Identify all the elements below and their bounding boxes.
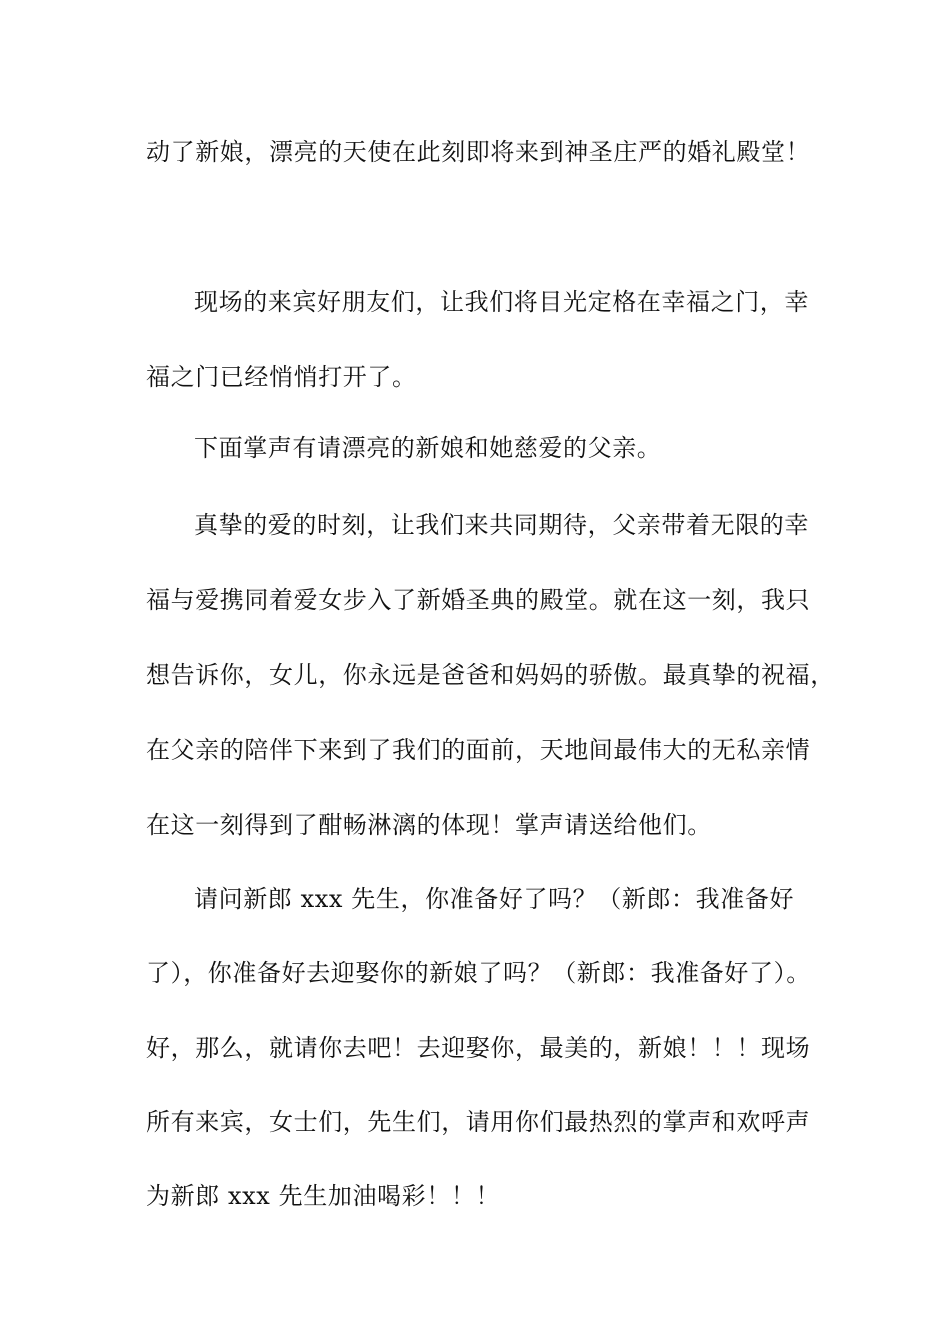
paragraph-line: 好，那么，就请你去吧！去迎娶你，最美的，新娘！！！现场 xyxy=(146,1034,811,1062)
paragraph-line: 下面掌声有请漂亮的新娘和她慈爱的父亲。 xyxy=(194,434,662,462)
paragraph-line: 在父亲的陪伴下来到了我们的面前，天地间最伟大的无私亲情 xyxy=(146,736,811,764)
paragraph-line: 真挚的爱的时刻，让我们来共同期待，父亲带着无限的幸 xyxy=(194,511,809,539)
paragraph-line: 想告诉你，女儿，你永远是爸爸和妈妈的骄傲。最真挚的祝福， xyxy=(146,661,835,689)
paragraph-line: 动了新娘，漂亮的天使在此刻即将来到神圣庄严的婚礼殿堂！ xyxy=(146,138,811,166)
paragraph-line: 请问新郎 xxx 先生，你准备好了吗？（新郎：我准备好 xyxy=(194,885,795,913)
paragraph-line: 了），你准备好去迎娶你的新娘了吗？（新郎：我准备好了）。 xyxy=(146,959,811,987)
paragraph-line: 为新郎 xxx 先生加油喝彩！！！ xyxy=(146,1182,501,1210)
paragraph-line: 在这一刻得到了酣畅淋漓的体现！掌声请送给他们。 xyxy=(146,811,712,839)
paragraph-line: 福与爱携同着爱女步入了新婚圣典的殿堂。就在这一刻，我只 xyxy=(146,586,811,614)
paragraph-line: 福之门已经悄悄打开了。 xyxy=(146,363,417,391)
paragraph-line: 所有来宾，女士们，先生们，请用你们最热烈的掌声和欢呼声 xyxy=(146,1108,811,1136)
paragraph-line: 现场的来宾好朋友们，让我们将目光定格在幸福之门，幸 xyxy=(194,288,809,316)
